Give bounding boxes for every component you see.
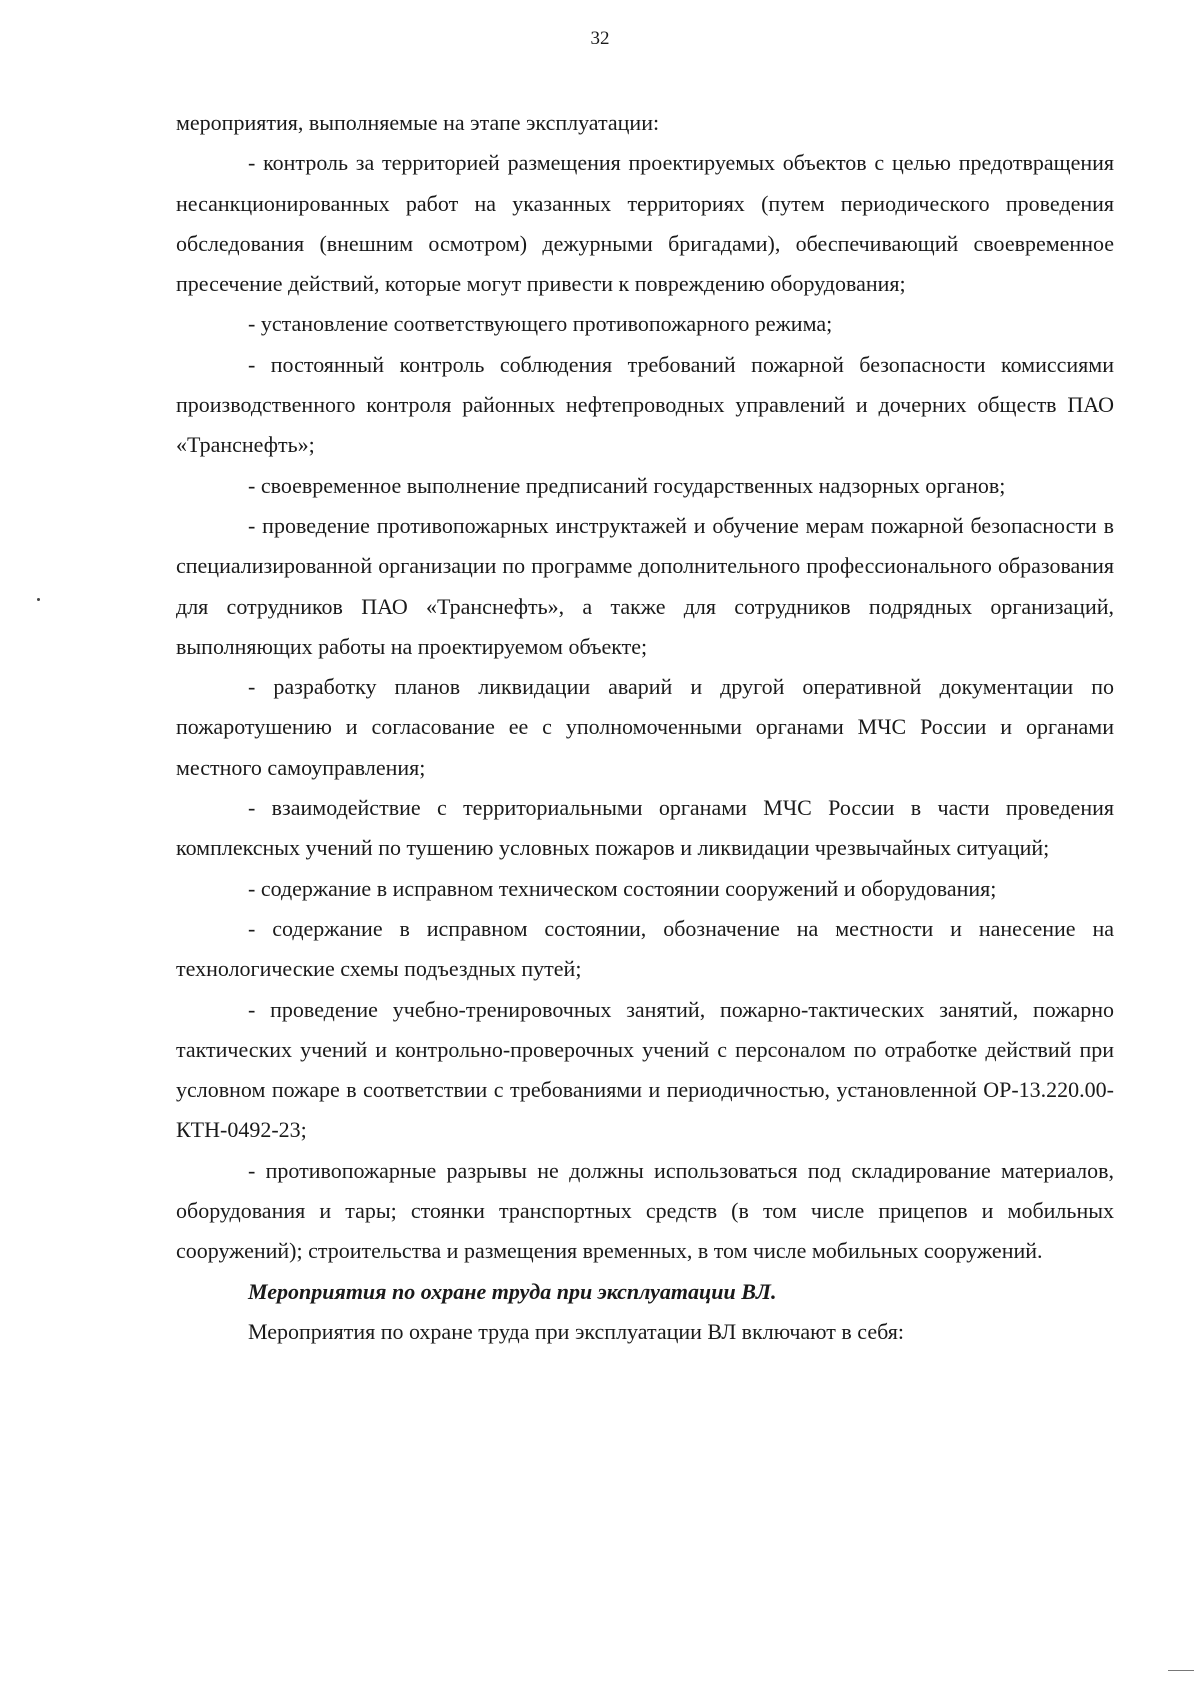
list-item: - установление соответствующего противопожарного режима; <box>248 311 833 337</box>
document-body <box>176 103 1114 1352</box>
list-item: - содержание в исправном состоянии, обозначение на местности и нанесение на технологические схемы подъездных путей; <box>176 915 1114 982</box>
list-item: - проведение противопожарных инструктажей и обучение мерам пожарной безопасности в специализированной организации по программе дополнительного профессионального образования для сотрудников ПАО «Транснефть», а также для сотрудников подрядных организаций, выполняющих работы на проектируемом объекте; <box>176 512 1114 659</box>
list-item: - содержание в исправном техническом состоянии сооружений и оборудования; <box>248 875 997 901</box>
list-item: - взаимодействие с территориальными органами МЧС России в части проведения комплексных учений по тушению условных пожаров и ликвидации чрезвычайных ситуаций; <box>176 795 1114 861</box>
intro-paragraph: мероприятия, выполняемые на этапе эксплуатации: <box>176 110 660 135</box>
list-item: - проведение учебно-тренировочных занятий, пожарно-тактических занятий, пожарно тактических учений и контрольно-проверочных учений с персоналом по отработке действий при условном пожаре в соответствии с требованиями и периодичностью, установленной ОР-13.220.00-КТН-0492-23; <box>176 996 1114 1143</box>
list-item: - противопожарные разрывы не должны использоваться под складирование материалов, оборудования и тары; стоянки транспортных средств (в том числе прицепов и мобильных сооружений); строительства и размещения временных, в том числе мобильных сооружений. <box>176 1157 1114 1264</box>
section-intro: Мероприятия по охране труда при эксплуатации ВЛ включают в себя: <box>248 1318 904 1344</box>
list-item: - постоянный контроль соблюдения требований пожарной безопасности комиссиями производственного контроля районных нефтепроводных управлений и дочерних обществ ПАО «Транснефть»; <box>176 351 1114 458</box>
scan-edge-line <box>1168 1670 1194 1671</box>
list-item: - контроль за территорией размещения проектируемых объектов с целью предотвращения несанкционированных работ на указанных территориях (путем периодического проведения обследования (внешним осмотром) дежурными бригадами), обеспечивающий своевременное пресечение действий, которые могут привести к повреждению оборудования; <box>176 150 1114 297</box>
section-heading: Мероприятия по охране труда при эксплуатации ВЛ. <box>248 1278 777 1304</box>
scan-speck <box>37 598 40 601</box>
page-number: 32 <box>590 28 610 49</box>
list-item: - своевременное выполнение предписаний государственных надзорных органов; <box>248 472 1006 498</box>
list-item: - разработку планов ликвидации аварий и другой оперативной документации по пожаротушению и согласование ее с уполномоченными органами МЧС России и органами местного самоуправления; <box>176 674 1114 780</box>
